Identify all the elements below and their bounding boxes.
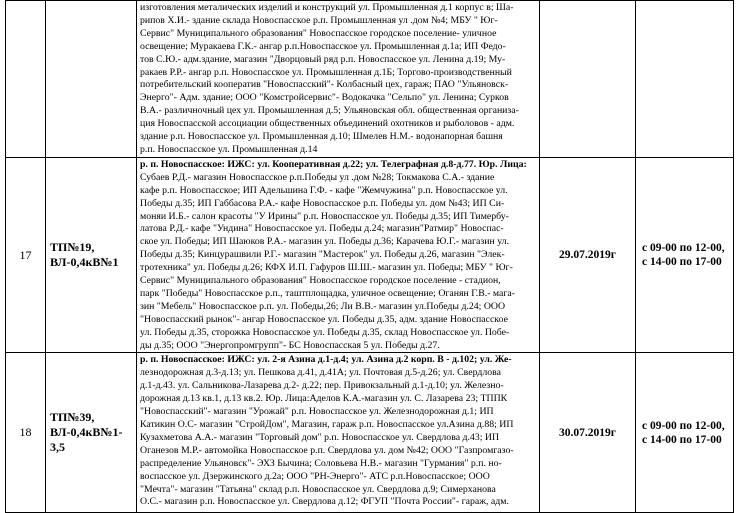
text-line: зин "Мебель" Новоспасское р.п. ул. Победы,26; Ли В.В.- магазин ул.Победы д.24; ООО bbox=[140, 300, 506, 312]
date-cell bbox=[540, 1, 636, 158]
text-line: Оганезов М.Р.- автомойка Новоспасское р.п. Свердлова ул. дом №42; ООО "Газпромгазо- bbox=[140, 444, 514, 456]
table-row bbox=[6, 353, 734, 513]
table-row bbox=[6, 1, 734, 158]
consumers-cell bbox=[137, 157, 540, 353]
time-afternoon: с 14-00 по 17-00 bbox=[642, 256, 722, 269]
text-line: рипов Х.И.- здание склада Новоспасское р.п. Промышленная ул .дом №4; МБУ " Юг- bbox=[140, 14, 498, 26]
time-afternoon: с 14-00 по 17-00 bbox=[642, 433, 722, 446]
text-line: Кузахметова А.А.- магазин "Торговый дом" р.п. Новоспасское ул. Свердлова д.43; ИП bbox=[140, 431, 500, 443]
line-name: ВЛ-0,4кВ№1 bbox=[50, 255, 119, 270]
text-line: потребительский кооператив "Новоспасский"- Колбасный цех, гараж; ПАО "Ульяновск- bbox=[140, 79, 509, 91]
text-line: ул. Победы д.35, сторожка Новоспасское ул. Победы д.35, склад Новоспасское ул. Побе- bbox=[140, 326, 510, 338]
text-line: изготовления металических изделий и конструкций ул. Промышленная д.1 корпус в; Ша- bbox=[140, 2, 514, 13]
substation-cell bbox=[46, 353, 137, 513]
text-line: ское ул. Победы; ИП Шаюков Р.А.- магазин ул. Победы д.36; Карачева Ю.Г.- магазин ул. bbox=[140, 236, 510, 248]
text-line: О.С.- магазин р.п. Новоспасское ул. Свердлова д.12; ФГУП "Почта России"- гараж, адм. bbox=[140, 496, 509, 508]
consumers-cell bbox=[137, 353, 540, 513]
substation-cell bbox=[46, 157, 137, 353]
text-line: кафе р.п. Новоспасское; ИП Адельшина Г.Ф. - кафе "Жемчужина" р.п. Новоспасское ул. bbox=[140, 184, 508, 196]
text-line: р. п. Новоспасское: ИЖС: ул. 2-я Азина д.1-д.4; ул. Азина д.2 корп. В - д.102; ул. Же- bbox=[140, 354, 512, 366]
row-number bbox=[6, 1, 46, 158]
text-line: д.1-д.43. ул. Сальникова-Лазарева д.2- д.22; пер. Привокзальный д.1-д.10; ул. Железно- bbox=[140, 380, 504, 392]
text-line: "Мечта"- магазин "Татьяна" склад р.п. Новоспасское ул. Свердлова д.9; Симерханова bbox=[140, 483, 496, 495]
row-number: 17 bbox=[6, 157, 46, 353]
time-cell bbox=[636, 1, 734, 158]
text-line: Победы д.35; Кинцурашвили Р.Г.- магазин "Мастерок" ул. Победы д.26, магазин "Элек- bbox=[140, 249, 505, 261]
text-line: латова Р.Д.- кафе "Ундина" Новоспасское ул. Победы д.24; магазин"Ратмир" Новоспас- bbox=[140, 223, 504, 235]
text-line: р. п. Новоспасское: ИЖС: ул. Кооперативная д.22; ул. Телеграфная д.8-д.77. Юр. Лица: bbox=[140, 158, 527, 170]
text-line: Субаев Р.Д.- магазин Новоспасское р.п.Победы ул .дом №28; Токмакова С.А.- здание bbox=[140, 171, 495, 183]
text-line: освещение; Муракаева Г.К.- ангар р.п.Новоспасское ул. Промышленная д.1а; ИП Федо- bbox=[140, 40, 506, 52]
text-line: моняи И.Б.- салон красоты "У Ирины" р.п. Новоспасское ул. Победы д.35; ИП Тимербу- bbox=[140, 210, 509, 222]
text-line: Энерго"- Адм. здание; ООО "Комстройсервис"- Водокачка "Сельпо" ул. Ленина; Сурков bbox=[140, 92, 509, 104]
text-line: ракаев Р.Р.- ангар р.п. Новоспасское ул. Промышленная д.1Б; Торгово-производственный bbox=[140, 66, 512, 78]
text-line: воспасское ул. Дзержинского д.2а; ООО "РН-Энерго"- АТС р.п.Новоспасское; ООО bbox=[140, 470, 490, 482]
text-line: "Новоспасский рынок"- ангар Новоспасское ул. Победы д.35, адм. здание Новоспасское bbox=[140, 313, 508, 325]
text-line: ция Новоспасской ассоциации общественных объединений охотников и рыболовов - адм. bbox=[140, 118, 515, 130]
text-line: Сервис" Муниципального образования" Новоспасское городское поселение- уличное bbox=[140, 27, 497, 39]
substation-name: ТП№19, bbox=[50, 240, 95, 255]
substation-name: ТП№39, bbox=[50, 410, 95, 425]
text-line: тов С.Ю.- адм.здание, магазин "Дворцовый ряд р.п. Новоспасское ул. Ленина д.19; Му- bbox=[140, 53, 506, 65]
text-line: В.А.- различночный цех ул. Промышленная д.5; Ульяновская обл. общественная организа- bbox=[140, 105, 519, 117]
text-line: Победы д.35; ИП Габбасова Р.А.- кафе Новоспасское р.п. Победы ул. дом №43; ИП Си- bbox=[140, 197, 505, 209]
consumers-cell bbox=[137, 1, 540, 158]
text-line: дорожная д.13 кв.1, д.13 кв.2. Юр. Лица:Аделов К.А.-магазин ул. С. Лазарева 23; ТППК bbox=[140, 393, 508, 405]
time-morning: с 09-00 по 12-00, bbox=[642, 419, 725, 432]
text-line: лезнодорожная д.3-д.13; ул. Пешкова д.41, д.41А; ул. Почтовая д.5-д.26; ул. Свердлова bbox=[140, 367, 501, 379]
line-name: ВЛ-0,4кВ№1-3,5 bbox=[50, 425, 123, 455]
time-cell bbox=[636, 157, 734, 353]
text-line: здание р.п. Новоспасское ул. Промышленная д.10; Шмелев Н.М.- водонапорная башня bbox=[140, 131, 503, 143]
text-line: Катикин О.С- магазин "СтройДом", Магазин, гараж р.п. Новоспасское ул.Азина д.88; ИП bbox=[140, 419, 514, 430]
text-line: распределение Ульяновск"- ЭХЗ Бычина; Соловьева Н.В.- магазин "Гурмания" р.п. но- bbox=[140, 457, 502, 469]
outage-schedule-table bbox=[5, 0, 734, 513]
text-line: "Новоспасский"- магазин "Урожай" р.п. Новоспасское ул. Железнодорожная д.1; ИП bbox=[140, 406, 494, 418]
substation-cell bbox=[46, 1, 137, 158]
time-morning: с 09-00 по 12-00, bbox=[642, 242, 725, 255]
text-line: р.п. Новоспасское ул. Промышленная д.14 bbox=[140, 143, 318, 155]
date-cell: 29.07.2019г bbox=[540, 157, 636, 353]
table-row bbox=[6, 157, 734, 353]
text-line: Сервис" Муниципального образования" Новоспасское городское поселение - стадион, bbox=[140, 275, 501, 287]
text-line: тротехника" ул. Победы д.26; КФХ И.П. Гафуров Ш.Ш.- магазин ул. Победы; МБУ " Юг- bbox=[140, 262, 513, 274]
text-line: ды д.35; ООО "Энергопромгрупп"- БС Новоспасская 5 ул. Победы д.27. bbox=[140, 339, 440, 351]
time-cell bbox=[636, 353, 734, 513]
row-number: 18 bbox=[6, 353, 46, 513]
text-line: парк "Победы" Новоспасское р.п., таштплощадка, уличное освещение; Оганян Г.В.- мага- bbox=[140, 287, 516, 299]
date-cell: 30.07.2019г bbox=[540, 353, 636, 513]
